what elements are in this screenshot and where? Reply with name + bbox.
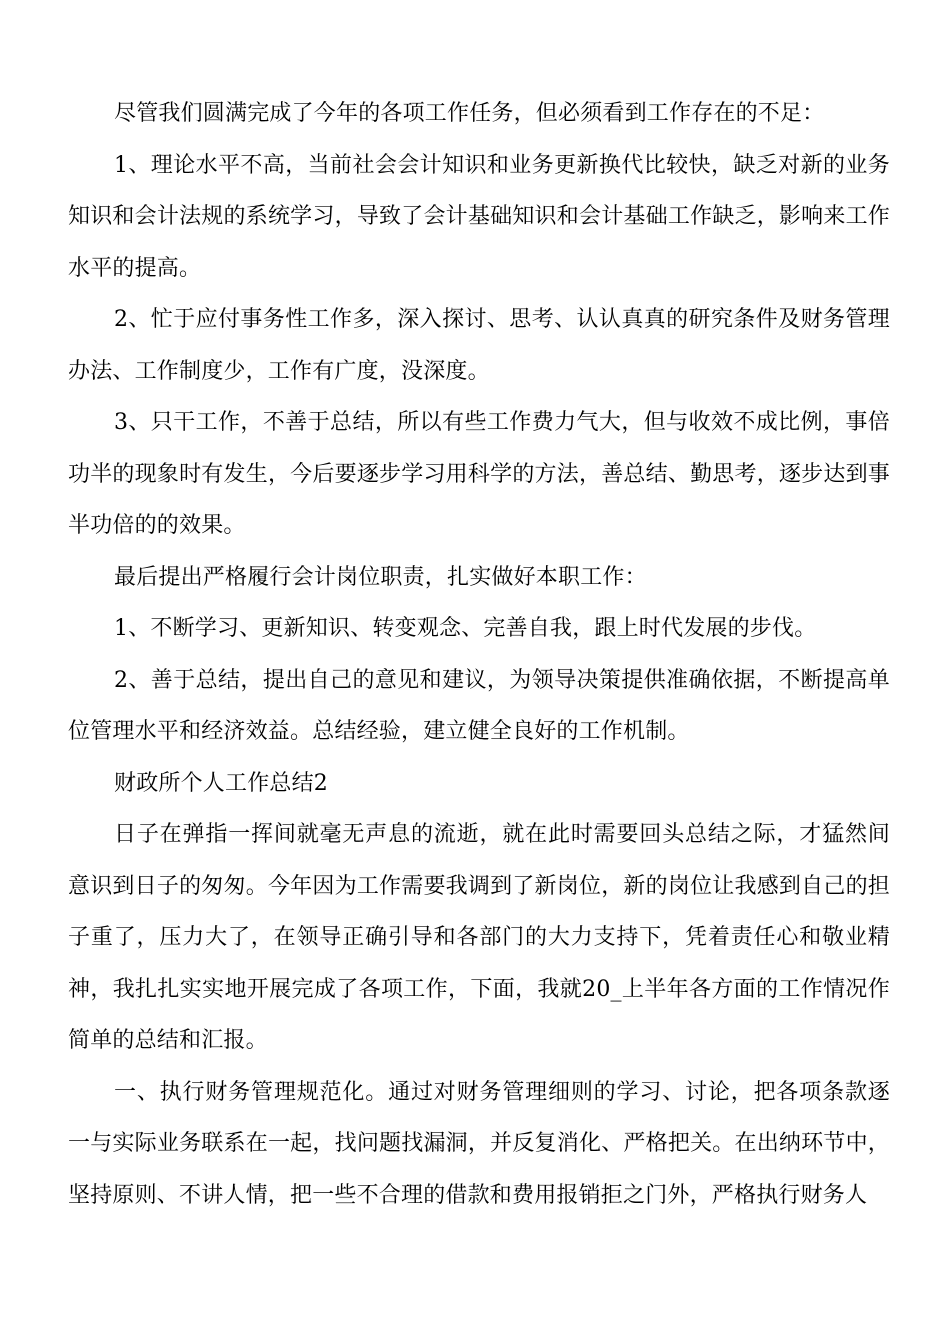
paragraph-duty-1: 1、不断学习、更新知识、转变观念、完善自我，跟上时代发展的步伐。 bbox=[114, 616, 817, 641]
paragraph-summary-intro: 日子在弹指一挥间就毫无声息的流逝，就在此时需要回头总结之际，才猛然间意识到日子的匆匆。今年因为工作需要我调到了新岗位，新的岗位让我感到自己的担子重了，压力大了，在领导正确引导和各部门的大力支持下，凭着责任心和敬业精神，我扎扎实实地开展完成了各项工作，下面，我就20_上半年各方面的工作情况作简单的总结和汇报。 bbox=[68, 822, 890, 1053]
paragraph-shortcomings-intro: 尽管我们圆满完成了今年的各项工作任务，但必须看到工作存在的不足： bbox=[114, 101, 825, 126]
document-body bbox=[68, 88, 890, 1221]
paragraph-shortcoming-3: 3、只干工作，不善于总结，所以有些工作费力气大，但与收效不成比例，事倍功半的现象时有发生，今后要逐步学习用科学的方法，善总结、勤思考，逐步达到事半功倍的的效果。 bbox=[68, 410, 890, 538]
paragraph-duties-intro: 最后提出严格履行会计岗位职责，扎实做好本职工作： bbox=[114, 564, 647, 590]
paragraph-duty-2: 2、善于总结，提出自己的意见和建议，为领导决策提供准确依据，不断提高单位管理水平和经济效益。总结经验，建立健全良好的工作机制。 bbox=[68, 667, 890, 744]
section-heading: 财政所个人工作总结2 bbox=[114, 770, 328, 796]
paragraph-finance-management: 一、执行财务管理规范化。通过对财务管理细则的学习、讨论，把各项条款逐一与实际业务联系在一起，找问题找漏洞，并反复消化、严格把关。在出纳环节中，坚持原则、不讲人情，把一些不合理的借款和费用报销拒之门外，严格执行财务人 bbox=[68, 1079, 890, 1208]
paragraph-shortcoming-1: 1、理论水平不高，当前社会会计知识和业务更新换代比较快，缺乏对新的业务知识和会计法规的系统学习，导致了会计基础知识和会计基础工作缺乏，影响来工作水平的提高。 bbox=[68, 152, 890, 281]
paragraph-shortcoming-2: 2、忙于应付事务性工作多，深入探讨、思考、认认真真的研究条件及财务管理办法、工作制度少，工作有广度，没深度。 bbox=[68, 307, 890, 384]
